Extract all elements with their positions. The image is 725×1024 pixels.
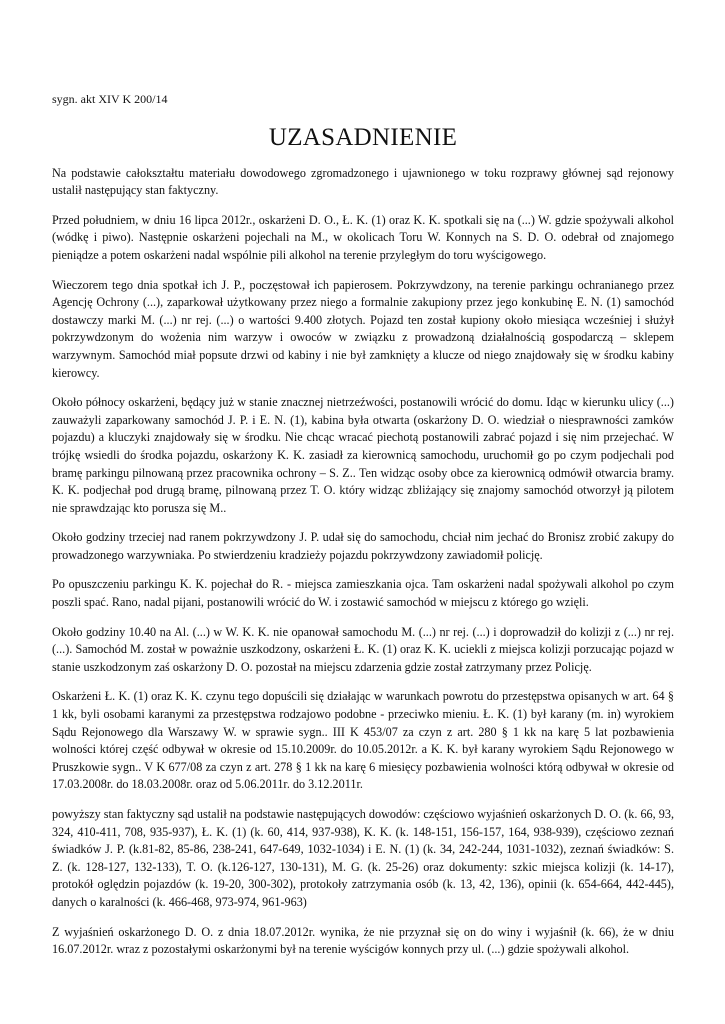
document-title: UZASADNIENIE <box>268 123 458 151</box>
paragraph-parking-exit: Po opuszczeniu parkingu K. K. pojechał do R. - miejsca zamieszkania ojca. Tam oskarżeni nadal spożywali alkohol po czym poszli spać. Rano, nadal pijani, postanowili wrócić do W. i zostawić samochód w miejscu z którego go wzięli. <box>52 577 674 610</box>
paragraph-three-am: Około godziny trzeciej nad ranem pokrzywdzony J. P. udał się do samochodu, chciał nim jechać do Bronisz zrobić zakupy do prowadzonego warzywniaka. Po stwierdzeniu kradzieży pojazdu pokrzywdzony zawiadomił policję. <box>52 530 674 562</box>
paragraph-morning: Przed południem, w dniu 16 lipca 2012r., oskarżeni D. O., Ł. K. (1) oraz K. K. spotkali się na (...) W. gdzie spożywali alkohol (wódkę i piwo). Następnie oskarżeni pojechali na M., w okolicach Toru W. Konnych na S. D. O. odebrał od znajomego pieniądze a potem oskarżeni nadal wspólnie pili alkohol na terenie przyległym do toru wyścigowego. <box>52 212 674 262</box>
document-page <box>52 91 674 971</box>
paragraph-evidence: powyższy stan faktyczny sąd ustalił na podstawie następujących dowodów: częściowo wyjaśnień oskarżonych D. O. (k. 66, 93, 324, 410-411, 708, 935-937), Ł. K. (1) (k. 60, 414, 937-938), K. K. (k. 148-151, 156-157, 164, 938-939), częściowo zeznań świadków J. P. (k.81-82, 85-86, 238-241, 647-649, 1032-1034) i E. N. (1) (k. 34, 242-244, 1031-1032), zeznań świadków: S. Z. (k. 128-127, 132-133), T. O. (k.126-127, 130-131), M. G. (k. 25-26) oraz dokumenty: szkic miejsca kolizji (k. 14-17), protokół oględzin pojazdów (k. 19-20, 300-302), protokoły zatrzymania osób (k. 13, 42, 136), opinii (k. 654-664, 442-445), danych o karalności (k. 466-468, 973-974, 961-963) <box>52 807 674 909</box>
paragraph-intro: Na podstawie całokształtu materiału dowodowego zgromadzonego i ujawnionego w toku rozprawy głównej sąd rejonowy ustalił następujący stan faktyczny. <box>52 165 674 198</box>
case-signature: sygn. akt XIV K 200/14 <box>52 92 168 106</box>
paragraph-midnight: Około północy oskarżeni, będący już w stanie znacznej nietrzeźwości, postanowili wrócić do domu. Idąc w kierunku ulicy (...) zauważyli zaparkowany samochód J. P. i E. N. (1), kabina była otwarta (oskarżony D. O. wiedział o niesprawności zamków pojazdu) a kluczyki znajdowały się w środku. Nie chcąc wracać piechotą postanowili zabrać pojazd i się nim przejechać. W trójkę wsiedli do środka pojazdu, oskarżony K. K. zasiadł za kierownicą samochodu, uruchomił go po czym podjechali pod bramę parkingu pilnowaną przez pracownika ochrony – S. Z.. Ten widząc osoby obce za kierownicą odmówił otwarcia bramy. K. K. podjechał pod drugą bramę, pilnowaną przez T. O. który widząc zbliżający się znajomy samochód otworzył ją pilotem nie sprawdzając kto porusza się M.. <box>52 395 674 515</box>
paragraph-evening: Wieczorem tego dnia spotkał ich J. P., poczęstował ich papierosem. Pokrzywdzony, na terenie parkingu ochranianego przez Agencję Ochrony (...), zaparkował użytkowany przez niego a formalnie zakupiony przez jego konkubinę E. N. (1) samochód dostawczy marki M. (...) nr rej. (...) o wartości 9.400 złotych. Pojazd ten został kupiony około miesiąca wcześniej i służył pokrzywdzonym do wożenia nim warzyw i owoców w związku z prowadzoną działalnością gospodarczą – sklepem warzywnym. Samochód miał popsute drzwi od kabiny i nie był zamknięty a klucze od niego znajdowały się w środku kabiny kierowcy. <box>52 277 674 380</box>
paragraph-explanations: Z wyjaśnień oskarżonego D. O. z dnia 18.07.2012r. wynika, że nie przyznał się on do winy i wyjaśnił (k. 66), że w dniu 16.07.2012r. wraz z pozostałymi oskarżonymi był na terenie wyścigów konnych przy ul. (...) gdzie spożywali alkohol. <box>52 924 674 957</box>
paragraph-recidivism: Oskarżeni Ł. K. (1) oraz K. K. czynu tego dopuścili się działając w warunkach powrotu do przestępstwa opisanych w art. 64 § 1 kk, byli osobami karanymi za przestępstwa rodzajowo podobne - przeciwko mieniu. Ł. K. (1) był karany (m. in) wyrokiem Sądu Rejonowego dla Warszawy W. w sprawie sygn.. III K 453/07 za czyn z art. 280 § 1 kk na karę 5 lat pozbawienia wolności której część odbywał w okresie od 15.10.2009r. do 10.05.2012r. a K. K. był karany wyrokiem Sądu Rejonowego w Pruszkowie sygn.. V K 677/08 za czyn z art. 278 § 1 kk na karę 6 miesięcy pozbawienia wolności którą odbywał w okresie od 17.03.2008r. do 18.03.2008r. oraz od 5.06.2011r. do 3.12.2011r. <box>52 689 674 792</box>
paragraph-collision: Około godziny 10.40 na Al. (...) w W. K. K. nie opanował samochodu M. (...) nr rej. (...) i doprowadził do kolizji z (...) nr rej. (...). Samochód M. został w poważnie uszkodzony, oskarżeni Ł. K. (1) oraz K. K. uciekli z miejsca kolizji porzucając pojazd w stanie uszkodzonym zaś oskarżony D. O. pozostał na miejscu zdarzenia gdzie został zatrzymany przez Policję. <box>52 624 674 674</box>
